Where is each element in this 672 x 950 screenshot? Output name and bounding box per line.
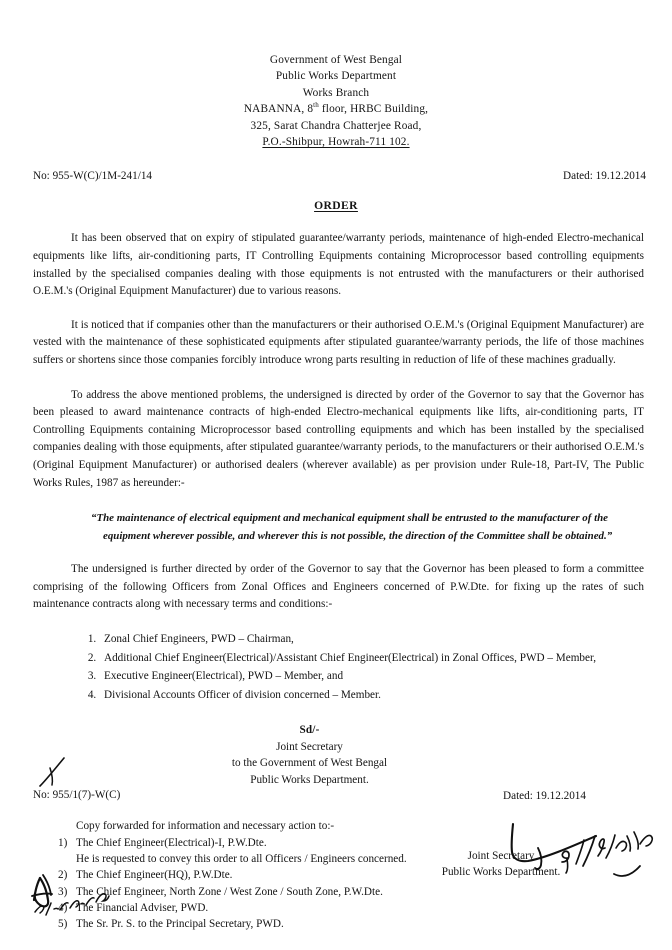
list-item-text: The Chief Engineer, North Zone / West Zone / South Zone, P.W.Dte.: [76, 885, 383, 898]
letterhead-line-department: Public Works Department: [275, 70, 397, 83]
letterhead-line-street: 325, Sarat Chandra Chatterjee Road,: [250, 119, 422, 132]
document-body: [0, 230, 672, 804]
paragraph-4: The undersigned is further directed by order of the Governor to say that the Governor has been pleased to form a committee comprising of the following Officers from Zonal Offices and Engineers concerned of P.W.Dte. for fixing up the rates of such maintenance contracts along with necessary terms and conditions:-: [33, 563, 644, 611]
ordinal-suffix: th: [313, 101, 319, 110]
memo-number: No: 955-W(C)/1M-241/14: [33, 170, 153, 183]
endorsement-lead: Copy forwarded for information and necessary action to:-: [76, 820, 335, 833]
memo-date: Dated: 19.12.2014: [563, 170, 646, 183]
paragraph-1: It has been observed that on expiry of stipulated guarantee/warranty periods, maintenance of high-ended Electro-mechanical equipments like lifts, air-conditioning parts, IT Controlling Equipments containing Microprocessor based controlling equipments installed by the specialised companies dealing with those equipments is not entrusted with the manufacturers or their authorised O.E.M.'s (Original Equipment Manufacturer) due to various reasons.: [33, 232, 644, 298]
list-item-text: The Chief Engineer(HQ), P.W.Dte.: [76, 869, 233, 882]
order-heading-text: ORDER: [314, 199, 358, 213]
signatory-department: Public Works Department.: [250, 773, 369, 786]
letterhead-line-branch: Works Branch: [302, 86, 370, 99]
list-item-number: 3): [58, 885, 68, 898]
list-item: 3. Executive Engineer(Electrical), PWD – Member, and: [99, 667, 644, 686]
building-suffix: floor, HRBC Building,: [318, 103, 429, 116]
list-item-text: The Chief Engineer(Electrical)-I, P.W.Dte.: [76, 836, 267, 849]
list-item: [58, 884, 672, 900]
list-item: 2. Additional Chief Engineer(Electrical)/Assistant Chief Engineer(Electrical) in Zonal Offices, PWD – Member,: [99, 649, 644, 668]
quote-line-1: “The maintenance of electrical equipment and mechanical equipment shall be entrusted to the manufacturer of the: [91, 512, 609, 525]
page-title: [0, 199, 672, 212]
list-item-number: 2): [58, 869, 68, 882]
reference-row: [0, 170, 672, 182]
list-item-number: 5): [58, 918, 68, 931]
signatory-designation-lower: Joint Secretary: [467, 850, 535, 862]
list-item-text: The Financial Adviser, PWD.: [76, 901, 209, 914]
signatory-designation: Joint Secretary: [276, 740, 343, 753]
paragraph-2: It is noticed that if companies other than the manufacturers or their authorised O.E.M.'s (Original Equipment Manufacturer) are vested with the maintenance of these sophisticated equipments after stipulated guarantee/warranty periods, the life of those machines suffers or shortens since those companies forcibly introduce wrong parts resulting in reduction of life of these machines gradually.: [33, 318, 644, 366]
building-prefix: NABANNA, 8: [243, 103, 314, 116]
letterhead: [0, 52, 672, 150]
list-item-text: The Sr. Pr. S. to the Principal Secretary, PWD.: [76, 918, 284, 931]
list-item-number: 4): [58, 901, 68, 914]
signed-marker: Sd/-: [299, 724, 320, 737]
list-item: [58, 900, 672, 916]
letterhead-line-government: Government of West Bengal: [269, 54, 403, 66]
list-item-number: 1): [58, 836, 68, 849]
letterhead-line-postal: P.O.-Shibpur, Howrah-711 102.: [262, 136, 410, 149]
committee-members-list: [33, 630, 644, 704]
signature-block-lower: [0, 848, 672, 881]
list-item: [58, 916, 672, 932]
signatory-government: to the Government of West Bengal: [231, 757, 388, 770]
endorsement-memo-number: No: 955/1(7)-W(C): [33, 789, 121, 802]
letterhead-line-building: [0, 101, 672, 117]
paragraph-3: To address the above mentioned problems, the undersigned is directed by order of the Governor to say that the Governor has been pleased to award maintenance contracts of high-ended Electro-mechanical equipments like lifts, air-conditioning parts, IT Controlling Equipments containing Microprocessor based controlling equipments and which has been installed by the specialised companies dealing with those equipments, after stipulated guarantee/warranty periods, to the manufacturers or their authorised O.E.M.'s (Original Equipment Manufacturer) or authorised dealers (wherever available) as per provision under Rule-18, Part-IV, The Public Works Rules, 1987 as hereunder:-: [33, 388, 644, 489]
signature-date: Dated: 19.12.2014: [503, 789, 586, 802]
list-item: 4. Divisional Accounts Officer of division concerned – Member.: [99, 686, 644, 705]
rule-quotation: [91, 509, 634, 545]
signatory-department-lower: Public Works Department.: [441, 866, 561, 879]
list-item: 1. Zonal Chief Engineers, PWD – Chairman,: [99, 630, 644, 649]
quote-line-2: equipment wherever possible, and wherever this is not possible, the direction of the Committee shall be obtained.”: [103, 530, 613, 543]
endorsement-subnote: He is requested to convey this order to all Officers / Engineers concerned.: [76, 852, 407, 865]
